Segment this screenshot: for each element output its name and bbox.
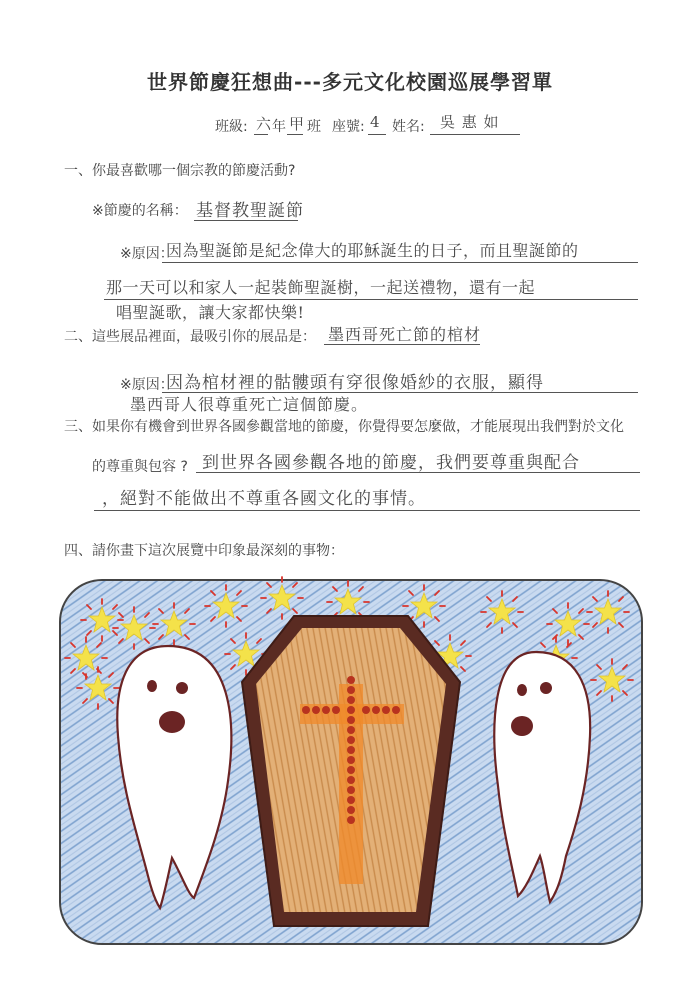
class-name-value: 甲 — [289, 115, 306, 133]
question-3-line-1: 三、如果你有機會到世界各國參觀當地的節慶，你覺得要怎麼做，才能展現出我們對於文化 — [64, 419, 624, 435]
question-4: 四、請你畫下這次展覽中印象最深刻的事物： — [64, 543, 344, 559]
seat-underline — [368, 134, 386, 135]
q1-festival-name-label: ※節慶的名稱： — [92, 203, 188, 219]
class-label: 班級: — [215, 119, 248, 135]
q3-answer-line-1: 到世界各國參觀各地的節慶，我們要尊重與配合 — [202, 453, 580, 473]
q3-answer-line-2: ，絕對不能做出不尊重各國文化的事情。 — [102, 489, 426, 509]
student-drawing — [56, 576, 646, 948]
q1-reason-underline-1 — [162, 262, 638, 263]
ghost-eye-icon — [517, 684, 527, 696]
ghost-eye-icon — [147, 680, 157, 692]
class-suffix: 班 — [307, 119, 321, 135]
grade-value: 六 — [256, 115, 273, 133]
seat-label: 座號: — [332, 119, 365, 135]
q1-festival-name-answer: 基督教聖誕節 — [196, 201, 304, 221]
class-underline — [287, 134, 303, 135]
name-underline — [430, 134, 520, 135]
ghost-eye-icon — [176, 682, 188, 694]
grade-suffix: 年 — [272, 119, 286, 135]
q2-reason-line-1: 因為棺材裡的骷髏頭有穿很像婚紗的衣服，顯得 — [166, 373, 544, 393]
question-3-line-2: 的尊重與包容 ? — [92, 459, 188, 475]
name-label: 姓名: — [392, 119, 425, 135]
q2-answer-underline — [324, 344, 480, 345]
worksheet-title: 世界節慶狂想曲---多元文化校園巡展學習單 — [147, 70, 553, 94]
student-name-value: 吳 惠 如 — [440, 113, 500, 131]
q1-reason-line-1: 因為聖誕節是紀念偉大的耶穌誕生的日子，而且聖誕節的 — [166, 241, 579, 260]
q2-exhibit-answer: 墨西哥死亡節的棺材 — [328, 325, 482, 344]
ghost-mouth-icon — [159, 711, 185, 733]
grade-underline — [254, 134, 268, 135]
ghost-eye-icon — [540, 682, 552, 694]
q1-reason-line-2: 那一天可以和家人一起裝飾聖誕樹，一起送禮物，還有一起 — [106, 278, 536, 297]
q3-answer-underline-2 — [94, 510, 640, 511]
coffin — [242, 616, 460, 926]
q3-answer-underline-1 — [196, 472, 640, 473]
question-1: 一、你最喜歡哪一個宗教的節慶活動? — [64, 163, 296, 179]
q1-name-underline — [194, 220, 298, 221]
q1-reason-label: ※原因： — [120, 246, 174, 262]
q2-reason-label: ※原因： — [120, 377, 174, 393]
question-2: 二、這些展品裡面，最吸引你的展品是： — [64, 329, 316, 345]
q2-reason-line-2: 墨西哥人很尊重死亡這個節慶。 — [130, 395, 369, 414]
ghost-mouth-icon — [511, 716, 533, 736]
q1-reason-line-3: 唱聖誕歌，讓大家都快樂! — [116, 303, 305, 322]
seat-value: 4 — [370, 113, 381, 131]
